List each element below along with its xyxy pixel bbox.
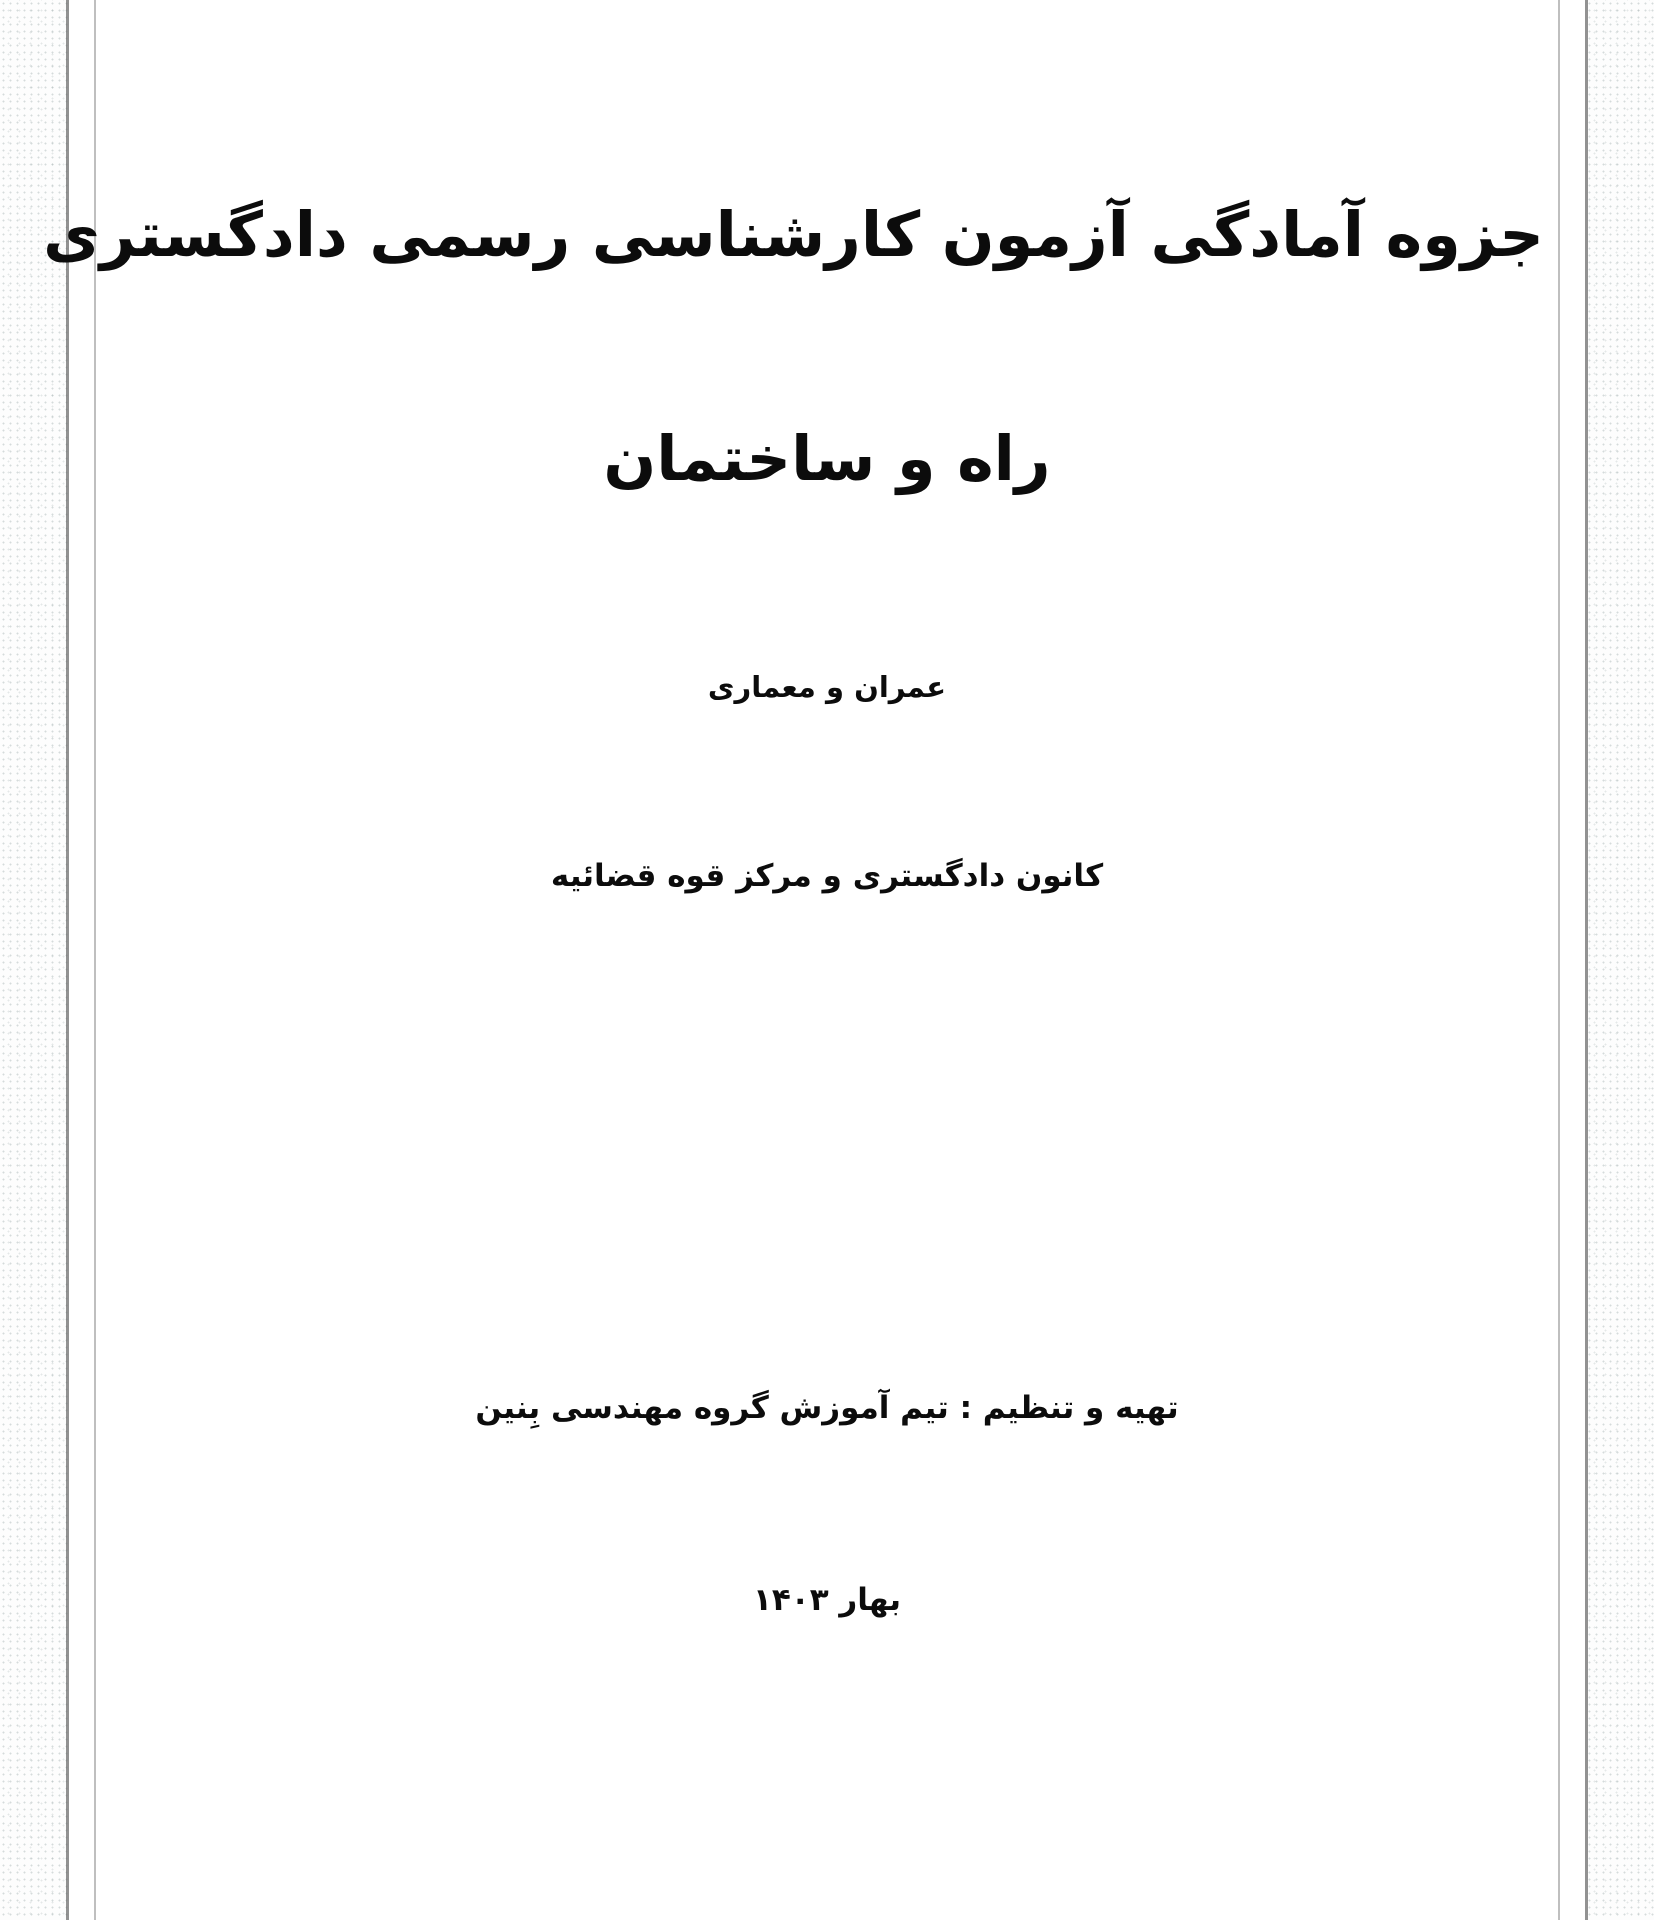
page-edge-line-right-outer	[1585, 0, 1588, 1920]
cover-content	[43, 0, 1544, 1920]
document-credit: تهیه و تنظیم : تیم آموزش گروه مهندسی بِنین	[475, 1390, 1179, 1426]
document-field: عمران و معماری	[707, 670, 947, 704]
page-edge-line-left-inner	[94, 0, 96, 1920]
scan-noise-band-left	[0, 0, 68, 1920]
document-date: بهار ۱۴۰۳	[752, 1582, 902, 1618]
document-title-subject: راه و ساختمان	[603, 422, 1051, 495]
document-organization: کانون دادگستری و مرکز قوه قضائیه	[550, 858, 1104, 894]
page-edge-line-right-inner	[1558, 0, 1560, 1920]
document-title-main: جزوه آمادگی آزمون کارشناسی رسمی دادگستری	[43, 198, 1544, 271]
page-edge-line-left-outer	[66, 0, 69, 1920]
scan-noise-band-right	[1586, 0, 1654, 1920]
